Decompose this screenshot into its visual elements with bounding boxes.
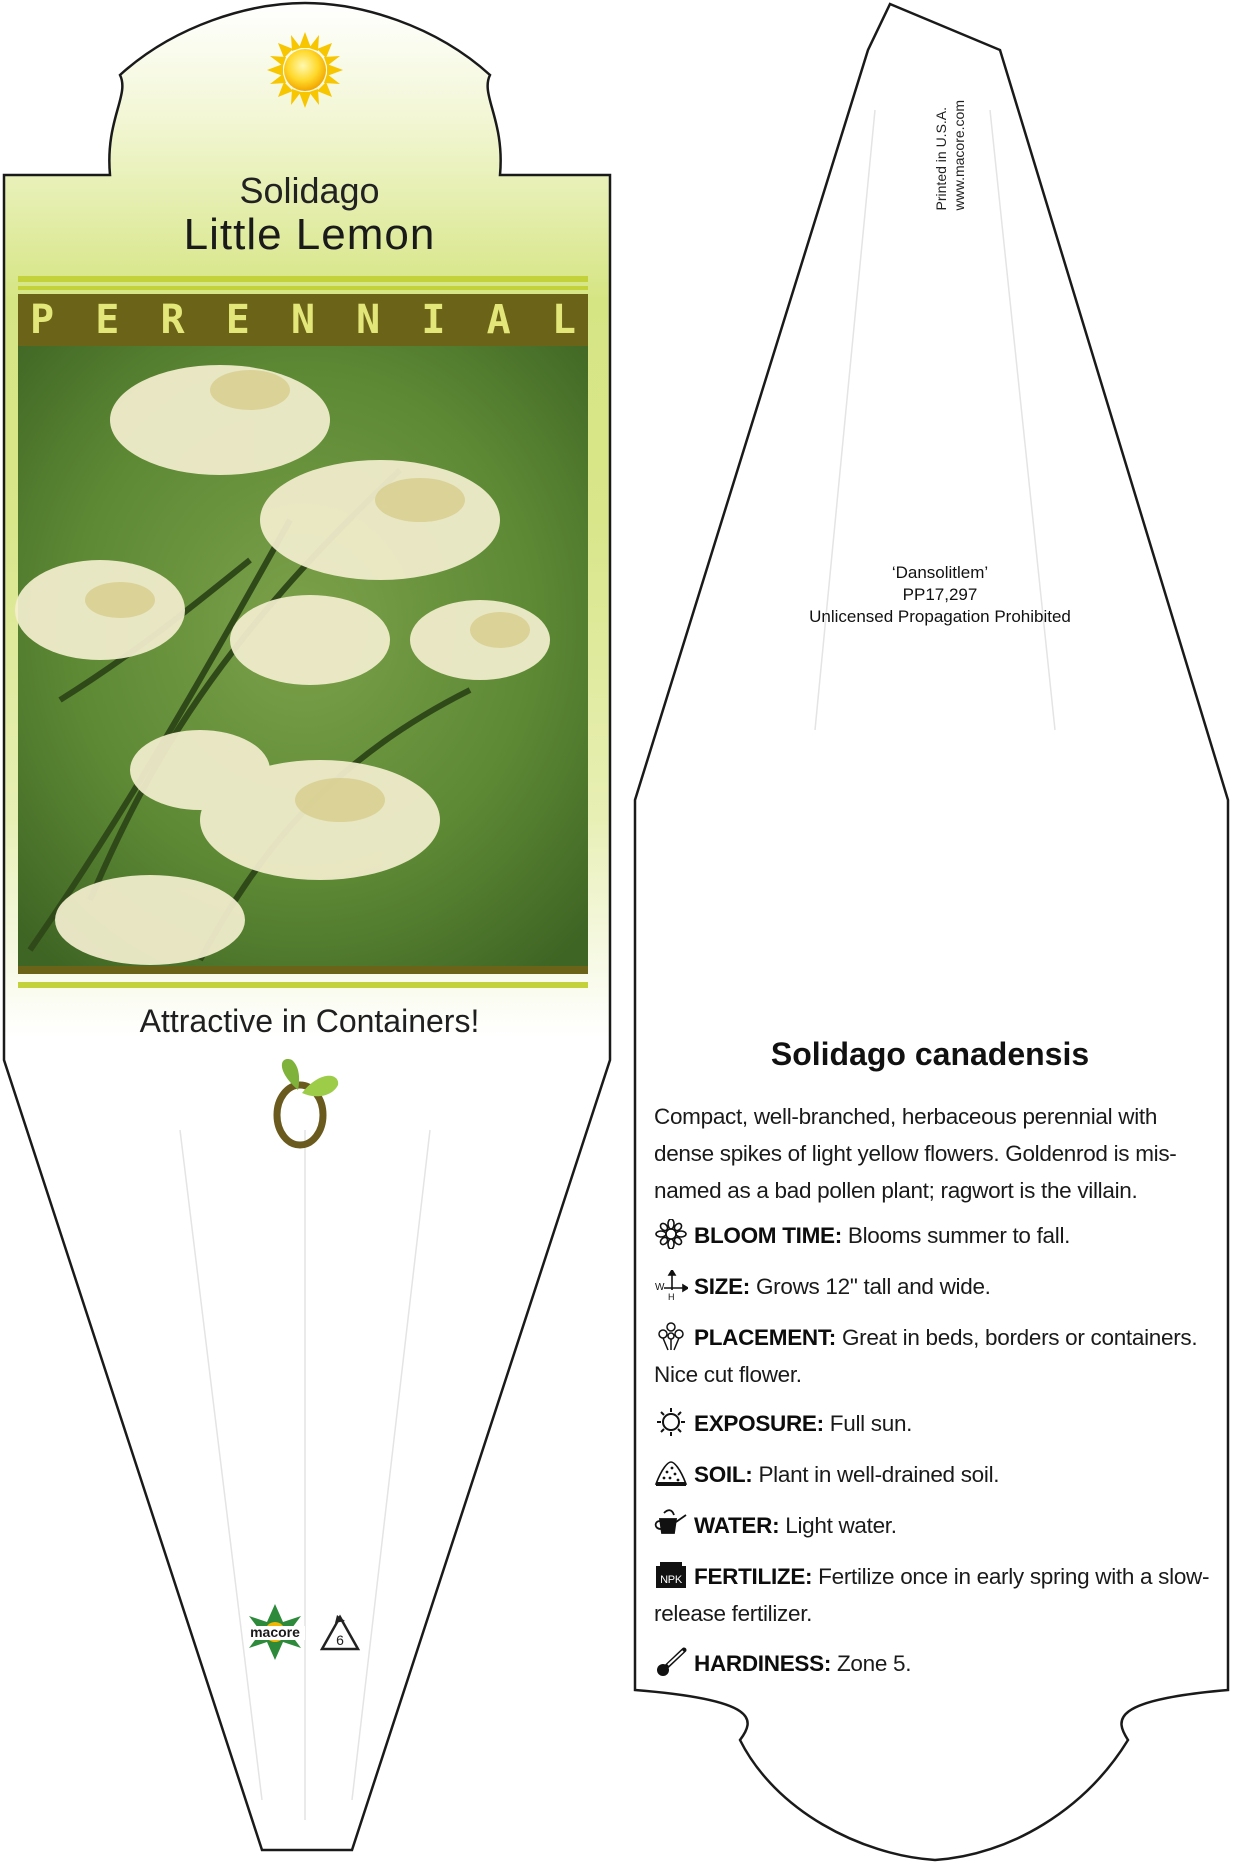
attribute-label: PLACEMENT: — [694, 1325, 836, 1350]
attribute-label: EXPOSURE: — [694, 1411, 824, 1436]
attribute-value: Great in beds, borders or containers. Nice cut flower. — [654, 1325, 1198, 1387]
attribute-placement — [654, 1319, 1219, 1393]
attribute-value: Zone 5. — [831, 1651, 912, 1676]
npk-icon — [654, 1560, 688, 1590]
placement-icon — [654, 1321, 688, 1351]
attribute-label: SOIL: — [694, 1462, 753, 1487]
svg-text:macore: macore — [250, 1624, 300, 1640]
attribute-value: Full sun. — [823, 1411, 913, 1436]
attribute-label: SIZE: — [694, 1274, 751, 1299]
attribute-label: HARDINESS: — [694, 1651, 832, 1676]
sun-outline-icon — [654, 1407, 688, 1437]
attribute-water — [654, 1507, 1219, 1544]
svg-text:NPK: NPK — [660, 1574, 682, 1586]
attribute-label: WATER: — [694, 1513, 780, 1538]
category-letter: P — [30, 297, 55, 343]
attribute-label: BLOOM TIME: — [694, 1223, 842, 1248]
attribute-fertilize — [654, 1558, 1219, 1632]
flower-icon — [654, 1219, 688, 1249]
thermometer-icon — [654, 1647, 688, 1677]
category-letter: N — [290, 297, 316, 343]
svg-text:W: W — [655, 1282, 665, 1293]
attribute-value: Grows 12" tall and wide. — [750, 1274, 991, 1299]
attribute-size — [654, 1268, 1219, 1305]
printed-credits — [932, 100, 967, 211]
watering-can-icon — [654, 1509, 688, 1539]
category-letter: E — [225, 297, 250, 343]
patent-number: PP17,297 — [902, 585, 978, 604]
plant-description: Compact, well-branched, herbaceous perennial with dense spikes of light yellow flowers. Goldenrod is mis-named as a bad pollen plant; ragwort is the villain. — [654, 1104, 1177, 1203]
patent-block — [720, 562, 1160, 628]
category-letter: R — [160, 297, 185, 343]
soil-icon — [654, 1458, 688, 1488]
attribute-value: Blooms summer to fall. — [841, 1223, 1071, 1248]
website: www.macore.com — [951, 100, 967, 211]
attribute-soil — [654, 1456, 1219, 1493]
attribute-exposure — [654, 1405, 1219, 1442]
category-letter: L — [551, 297, 576, 343]
tagline: Attractive in Containers! — [139, 1003, 480, 1039]
svg-text:6: 6 — [336, 1632, 344, 1648]
plant-cultivar-name: Little Lemon — [183, 210, 436, 259]
attribute-hardiness — [654, 1645, 1219, 1682]
attribute-value: Fertilize once in early spring with a slow-release fertilizer. — [654, 1564, 1210, 1626]
variety-name: ‘Dansolitlem’ — [891, 563, 989, 582]
propagation-notice: Unlicensed Propagation Prohibited — [809, 607, 1071, 626]
species-name: Solidago canadensis — [770, 1036, 1090, 1072]
category-letter: I — [421, 297, 446, 343]
plant-genus: Solidago — [239, 170, 380, 211]
attribute-bloom-time — [654, 1217, 1219, 1254]
svg-text:H: H — [668, 1292, 675, 1300]
category-letter: N — [356, 297, 381, 343]
attribute-value: Light water. — [779, 1513, 897, 1538]
size-icon — [654, 1270, 688, 1300]
attribute-label: FERTILIZE: — [694, 1564, 813, 1589]
category-letter: A — [486, 297, 511, 343]
attribute-value: Plant in well-drained soil. — [752, 1462, 1000, 1487]
printed-in: Printed in U.S.A. — [933, 106, 949, 211]
category-letter: E — [95, 297, 120, 343]
